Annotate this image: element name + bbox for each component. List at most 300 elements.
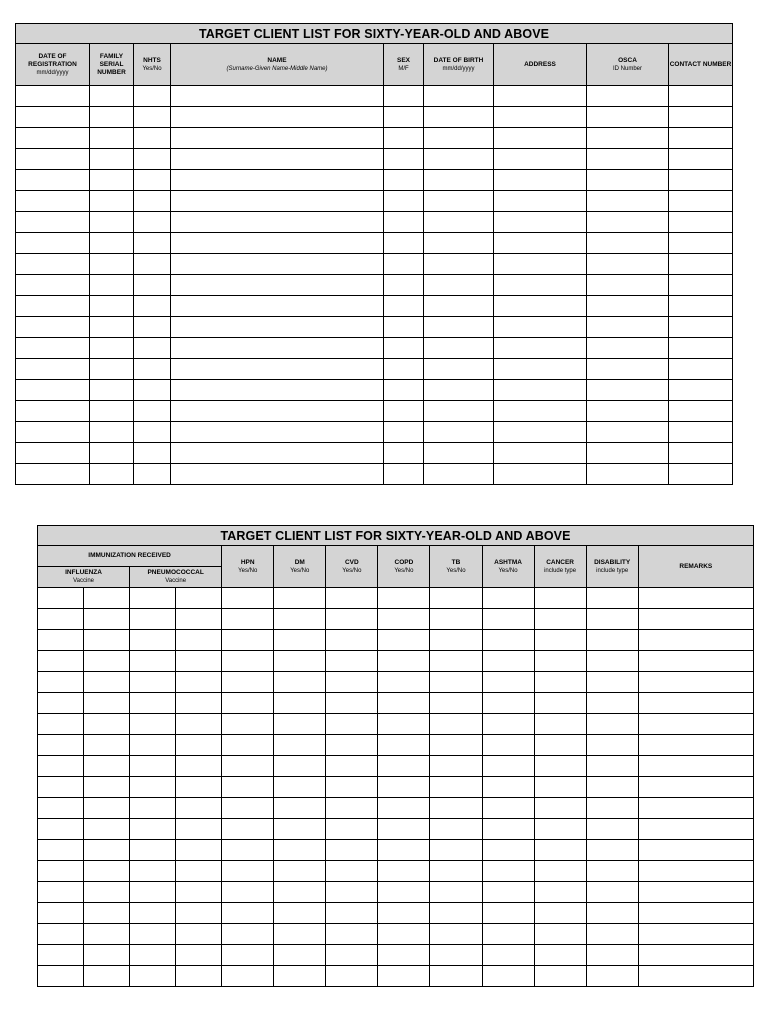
pneumococcal-2-cell[interactable] bbox=[176, 798, 222, 819]
date-of-birth-cell[interactable] bbox=[424, 464, 494, 485]
sex-cell[interactable] bbox=[384, 254, 424, 275]
tb-cell[interactable] bbox=[430, 735, 482, 756]
pneumococcal-2-cell[interactable] bbox=[176, 714, 222, 735]
ashtma-cell[interactable] bbox=[482, 672, 534, 693]
address-cell[interactable] bbox=[494, 275, 587, 296]
dm-cell[interactable] bbox=[274, 630, 326, 651]
influenza-2-cell[interactable] bbox=[84, 609, 130, 630]
date-of-registration-cell[interactable] bbox=[16, 359, 90, 380]
osca-cell[interactable] bbox=[587, 86, 669, 107]
hpn-cell[interactable] bbox=[222, 609, 274, 630]
copd-cell[interactable] bbox=[378, 630, 430, 651]
address-cell[interactable] bbox=[494, 170, 587, 191]
pneumococcal-1-cell[interactable] bbox=[130, 630, 176, 651]
disability-cell[interactable] bbox=[586, 630, 638, 651]
name-cell[interactable] bbox=[171, 86, 384, 107]
influenza-1-cell[interactable] bbox=[38, 945, 84, 966]
ashtma-cell[interactable] bbox=[482, 903, 534, 924]
address-cell[interactable] bbox=[494, 380, 587, 401]
nhts-cell[interactable] bbox=[134, 401, 171, 422]
name-cell[interactable] bbox=[171, 422, 384, 443]
pneumococcal-1-cell[interactable] bbox=[130, 945, 176, 966]
cvd-cell[interactable] bbox=[326, 693, 378, 714]
remarks-cell[interactable] bbox=[638, 924, 753, 945]
pneumococcal-1-cell[interactable] bbox=[130, 588, 176, 609]
family-serial-number-cell[interactable] bbox=[90, 422, 134, 443]
pneumococcal-1-cell[interactable] bbox=[130, 798, 176, 819]
disability-cell[interactable] bbox=[586, 882, 638, 903]
copd-cell[interactable] bbox=[378, 840, 430, 861]
sex-cell[interactable] bbox=[384, 338, 424, 359]
name-cell[interactable] bbox=[171, 443, 384, 464]
sex-cell[interactable] bbox=[384, 212, 424, 233]
copd-cell[interactable] bbox=[378, 861, 430, 882]
address-cell[interactable] bbox=[494, 212, 587, 233]
sex-cell[interactable] bbox=[384, 380, 424, 401]
hpn-cell[interactable] bbox=[222, 966, 274, 987]
tb-cell[interactable] bbox=[430, 651, 482, 672]
contact-number-cell[interactable] bbox=[669, 254, 733, 275]
name-cell[interactable] bbox=[171, 317, 384, 338]
copd-cell[interactable] bbox=[378, 777, 430, 798]
dm-cell[interactable] bbox=[274, 693, 326, 714]
contact-number-cell[interactable] bbox=[669, 212, 733, 233]
ashtma-cell[interactable] bbox=[482, 609, 534, 630]
address-cell[interactable] bbox=[494, 443, 587, 464]
cvd-cell[interactable] bbox=[326, 714, 378, 735]
nhts-cell[interactable] bbox=[134, 212, 171, 233]
hpn-cell[interactable] bbox=[222, 924, 274, 945]
influenza-1-cell[interactable] bbox=[38, 924, 84, 945]
date-of-registration-cell[interactable] bbox=[16, 464, 90, 485]
nhts-cell[interactable] bbox=[134, 254, 171, 275]
date-of-birth-cell[interactable] bbox=[424, 128, 494, 149]
copd-cell[interactable] bbox=[378, 672, 430, 693]
osca-cell[interactable] bbox=[587, 107, 669, 128]
contact-number-cell[interactable] bbox=[669, 359, 733, 380]
remarks-cell[interactable] bbox=[638, 714, 753, 735]
family-serial-number-cell[interactable] bbox=[90, 464, 134, 485]
nhts-cell[interactable] bbox=[134, 464, 171, 485]
contact-number-cell[interactable] bbox=[669, 128, 733, 149]
disability-cell[interactable] bbox=[586, 924, 638, 945]
cancer-cell[interactable] bbox=[534, 651, 586, 672]
date-of-registration-cell[interactable] bbox=[16, 401, 90, 422]
remarks-cell[interactable] bbox=[638, 966, 753, 987]
date-of-birth-cell[interactable] bbox=[424, 233, 494, 254]
dm-cell[interactable] bbox=[274, 945, 326, 966]
date-of-birth-cell[interactable] bbox=[424, 191, 494, 212]
remarks-cell[interactable] bbox=[638, 588, 753, 609]
copd-cell[interactable] bbox=[378, 693, 430, 714]
date-of-birth-cell[interactable] bbox=[424, 359, 494, 380]
tb-cell[interactable] bbox=[430, 819, 482, 840]
tb-cell[interactable] bbox=[430, 903, 482, 924]
ashtma-cell[interactable] bbox=[482, 714, 534, 735]
influenza-1-cell[interactable] bbox=[38, 651, 84, 672]
sex-cell[interactable] bbox=[384, 296, 424, 317]
osca-cell[interactable] bbox=[587, 380, 669, 401]
pneumococcal-2-cell[interactable] bbox=[176, 693, 222, 714]
dm-cell[interactable] bbox=[274, 903, 326, 924]
pneumococcal-2-cell[interactable] bbox=[176, 588, 222, 609]
nhts-cell[interactable] bbox=[134, 380, 171, 401]
contact-number-cell[interactable] bbox=[669, 422, 733, 443]
sex-cell[interactable] bbox=[384, 464, 424, 485]
dm-cell[interactable] bbox=[274, 861, 326, 882]
pneumococcal-2-cell[interactable] bbox=[176, 903, 222, 924]
disability-cell[interactable] bbox=[586, 840, 638, 861]
family-serial-number-cell[interactable] bbox=[90, 86, 134, 107]
remarks-cell[interactable] bbox=[638, 735, 753, 756]
ashtma-cell[interactable] bbox=[482, 798, 534, 819]
tb-cell[interactable] bbox=[430, 756, 482, 777]
osca-cell[interactable] bbox=[587, 317, 669, 338]
date-of-registration-cell[interactable] bbox=[16, 212, 90, 233]
date-of-registration-cell[interactable] bbox=[16, 86, 90, 107]
influenza-1-cell[interactable] bbox=[38, 798, 84, 819]
sex-cell[interactable] bbox=[384, 170, 424, 191]
address-cell[interactable] bbox=[494, 191, 587, 212]
osca-cell[interactable] bbox=[587, 275, 669, 296]
osca-cell[interactable] bbox=[587, 212, 669, 233]
influenza-1-cell[interactable] bbox=[38, 756, 84, 777]
address-cell[interactable] bbox=[494, 359, 587, 380]
hpn-cell[interactable] bbox=[222, 777, 274, 798]
date-of-birth-cell[interactable] bbox=[424, 443, 494, 464]
hpn-cell[interactable] bbox=[222, 630, 274, 651]
family-serial-number-cell[interactable] bbox=[90, 191, 134, 212]
address-cell[interactable] bbox=[494, 422, 587, 443]
cancer-cell[interactable] bbox=[534, 714, 586, 735]
cvd-cell[interactable] bbox=[326, 840, 378, 861]
influenza-1-cell[interactable] bbox=[38, 672, 84, 693]
cancer-cell[interactable] bbox=[534, 798, 586, 819]
sex-cell[interactable] bbox=[384, 275, 424, 296]
family-serial-number-cell[interactable] bbox=[90, 128, 134, 149]
copd-cell[interactable] bbox=[378, 651, 430, 672]
copd-cell[interactable] bbox=[378, 966, 430, 987]
pneumococcal-2-cell[interactable] bbox=[176, 945, 222, 966]
copd-cell[interactable] bbox=[378, 756, 430, 777]
sex-cell[interactable] bbox=[384, 443, 424, 464]
cancer-cell[interactable] bbox=[534, 756, 586, 777]
hpn-cell[interactable] bbox=[222, 588, 274, 609]
remarks-cell[interactable] bbox=[638, 651, 753, 672]
date-of-birth-cell[interactable] bbox=[424, 275, 494, 296]
address-cell[interactable] bbox=[494, 338, 587, 359]
copd-cell[interactable] bbox=[378, 714, 430, 735]
tb-cell[interactable] bbox=[430, 945, 482, 966]
contact-number-cell[interactable] bbox=[669, 86, 733, 107]
tb-cell[interactable] bbox=[430, 693, 482, 714]
hpn-cell[interactable] bbox=[222, 798, 274, 819]
address-cell[interactable] bbox=[494, 317, 587, 338]
pneumococcal-1-cell[interactable] bbox=[130, 819, 176, 840]
date-of-registration-cell[interactable] bbox=[16, 254, 90, 275]
nhts-cell[interactable] bbox=[134, 422, 171, 443]
name-cell[interactable] bbox=[171, 233, 384, 254]
ashtma-cell[interactable] bbox=[482, 651, 534, 672]
nhts-cell[interactable] bbox=[134, 317, 171, 338]
remarks-cell[interactable] bbox=[638, 798, 753, 819]
osca-cell[interactable] bbox=[587, 338, 669, 359]
influenza-2-cell[interactable] bbox=[84, 924, 130, 945]
family-serial-number-cell[interactable] bbox=[90, 254, 134, 275]
family-serial-number-cell[interactable] bbox=[90, 233, 134, 254]
dm-cell[interactable] bbox=[274, 924, 326, 945]
contact-number-cell[interactable] bbox=[669, 149, 733, 170]
cancer-cell[interactable] bbox=[534, 945, 586, 966]
name-cell[interactable] bbox=[171, 212, 384, 233]
name-cell[interactable] bbox=[171, 275, 384, 296]
pneumococcal-1-cell[interactable] bbox=[130, 924, 176, 945]
cancer-cell[interactable] bbox=[534, 840, 586, 861]
name-cell[interactable] bbox=[171, 401, 384, 422]
date-of-birth-cell[interactable] bbox=[424, 86, 494, 107]
cancer-cell[interactable] bbox=[534, 693, 586, 714]
hpn-cell[interactable] bbox=[222, 945, 274, 966]
date-of-birth-cell[interactable] bbox=[424, 149, 494, 170]
pneumococcal-2-cell[interactable] bbox=[176, 924, 222, 945]
osca-cell[interactable] bbox=[587, 401, 669, 422]
pneumococcal-1-cell[interactable] bbox=[130, 714, 176, 735]
sex-cell[interactable] bbox=[384, 107, 424, 128]
pneumococcal-2-cell[interactable] bbox=[176, 756, 222, 777]
pneumococcal-2-cell[interactable] bbox=[176, 966, 222, 987]
disability-cell[interactable] bbox=[586, 693, 638, 714]
dm-cell[interactable] bbox=[274, 735, 326, 756]
date-of-registration-cell[interactable] bbox=[16, 380, 90, 401]
name-cell[interactable] bbox=[171, 296, 384, 317]
name-cell[interactable] bbox=[171, 338, 384, 359]
cancer-cell[interactable] bbox=[534, 735, 586, 756]
copd-cell[interactable] bbox=[378, 798, 430, 819]
cvd-cell[interactable] bbox=[326, 945, 378, 966]
dm-cell[interactable] bbox=[274, 714, 326, 735]
name-cell[interactable] bbox=[171, 359, 384, 380]
influenza-1-cell[interactable] bbox=[38, 735, 84, 756]
influenza-2-cell[interactable] bbox=[84, 819, 130, 840]
name-cell[interactable] bbox=[171, 149, 384, 170]
pneumococcal-1-cell[interactable] bbox=[130, 693, 176, 714]
influenza-1-cell[interactable] bbox=[38, 861, 84, 882]
contact-number-cell[interactable] bbox=[669, 233, 733, 254]
family-serial-number-cell[interactable] bbox=[90, 149, 134, 170]
address-cell[interactable] bbox=[494, 233, 587, 254]
date-of-registration-cell[interactable] bbox=[16, 149, 90, 170]
hpn-cell[interactable] bbox=[222, 756, 274, 777]
address-cell[interactable] bbox=[494, 86, 587, 107]
tb-cell[interactable] bbox=[430, 714, 482, 735]
date-of-birth-cell[interactable] bbox=[424, 317, 494, 338]
cancer-cell[interactable] bbox=[534, 903, 586, 924]
influenza-1-cell[interactable] bbox=[38, 840, 84, 861]
pneumococcal-1-cell[interactable] bbox=[130, 966, 176, 987]
date-of-birth-cell[interactable] bbox=[424, 296, 494, 317]
influenza-2-cell[interactable] bbox=[84, 777, 130, 798]
date-of-registration-cell[interactable] bbox=[16, 296, 90, 317]
ashtma-cell[interactable] bbox=[482, 819, 534, 840]
contact-number-cell[interactable] bbox=[669, 275, 733, 296]
influenza-1-cell[interactable] bbox=[38, 903, 84, 924]
hpn-cell[interactable] bbox=[222, 714, 274, 735]
address-cell[interactable] bbox=[494, 401, 587, 422]
date-of-birth-cell[interactable] bbox=[424, 422, 494, 443]
pneumococcal-1-cell[interactable] bbox=[130, 756, 176, 777]
ashtma-cell[interactable] bbox=[482, 630, 534, 651]
nhts-cell[interactable] bbox=[134, 338, 171, 359]
influenza-2-cell[interactable] bbox=[84, 630, 130, 651]
dm-cell[interactable] bbox=[274, 966, 326, 987]
influenza-2-cell[interactable] bbox=[84, 966, 130, 987]
cancer-cell[interactable] bbox=[534, 819, 586, 840]
influenza-1-cell[interactable] bbox=[38, 882, 84, 903]
dm-cell[interactable] bbox=[274, 651, 326, 672]
address-cell[interactable] bbox=[494, 128, 587, 149]
address-cell[interactable] bbox=[494, 296, 587, 317]
influenza-1-cell[interactable] bbox=[38, 693, 84, 714]
pneumococcal-2-cell[interactable] bbox=[176, 861, 222, 882]
influenza-2-cell[interactable] bbox=[84, 756, 130, 777]
disability-cell[interactable] bbox=[586, 714, 638, 735]
cancer-cell[interactable] bbox=[534, 588, 586, 609]
cvd-cell[interactable] bbox=[326, 882, 378, 903]
name-cell[interactable] bbox=[171, 380, 384, 401]
influenza-1-cell[interactable] bbox=[38, 714, 84, 735]
influenza-2-cell[interactable] bbox=[84, 798, 130, 819]
name-cell[interactable] bbox=[171, 464, 384, 485]
cancer-cell[interactable] bbox=[534, 861, 586, 882]
hpn-cell[interactable] bbox=[222, 672, 274, 693]
family-serial-number-cell[interactable] bbox=[90, 359, 134, 380]
influenza-1-cell[interactable] bbox=[38, 777, 84, 798]
copd-cell[interactable] bbox=[378, 609, 430, 630]
cvd-cell[interactable] bbox=[326, 861, 378, 882]
influenza-1-cell[interactable] bbox=[38, 819, 84, 840]
disability-cell[interactable] bbox=[586, 735, 638, 756]
cvd-cell[interactable] bbox=[326, 966, 378, 987]
hpn-cell[interactable] bbox=[222, 693, 274, 714]
family-serial-number-cell[interactable] bbox=[90, 338, 134, 359]
cvd-cell[interactable] bbox=[326, 672, 378, 693]
contact-number-cell[interactable] bbox=[669, 443, 733, 464]
influenza-2-cell[interactable] bbox=[84, 651, 130, 672]
sex-cell[interactable] bbox=[384, 233, 424, 254]
hpn-cell[interactable] bbox=[222, 651, 274, 672]
date-of-birth-cell[interactable] bbox=[424, 212, 494, 233]
pneumococcal-2-cell[interactable] bbox=[176, 840, 222, 861]
sex-cell[interactable] bbox=[384, 401, 424, 422]
ashtma-cell[interactable] bbox=[482, 861, 534, 882]
date-of-birth-cell[interactable] bbox=[424, 170, 494, 191]
name-cell[interactable] bbox=[171, 254, 384, 275]
date-of-registration-cell[interactable] bbox=[16, 275, 90, 296]
dm-cell[interactable] bbox=[274, 777, 326, 798]
nhts-cell[interactable] bbox=[134, 359, 171, 380]
date-of-registration-cell[interactable] bbox=[16, 170, 90, 191]
cancer-cell[interactable] bbox=[534, 672, 586, 693]
date-of-registration-cell[interactable] bbox=[16, 422, 90, 443]
pneumococcal-1-cell[interactable] bbox=[130, 672, 176, 693]
disability-cell[interactable] bbox=[586, 672, 638, 693]
tb-cell[interactable] bbox=[430, 924, 482, 945]
date-of-birth-cell[interactable] bbox=[424, 254, 494, 275]
remarks-cell[interactable] bbox=[638, 609, 753, 630]
date-of-registration-cell[interactable] bbox=[16, 128, 90, 149]
hpn-cell[interactable] bbox=[222, 819, 274, 840]
dm-cell[interactable] bbox=[274, 672, 326, 693]
nhts-cell[interactable] bbox=[134, 296, 171, 317]
pneumococcal-1-cell[interactable] bbox=[130, 861, 176, 882]
name-cell[interactable] bbox=[171, 191, 384, 212]
address-cell[interactable] bbox=[494, 149, 587, 170]
influenza-2-cell[interactable] bbox=[84, 882, 130, 903]
pneumococcal-2-cell[interactable] bbox=[176, 651, 222, 672]
address-cell[interactable] bbox=[494, 254, 587, 275]
tb-cell[interactable] bbox=[430, 840, 482, 861]
copd-cell[interactable] bbox=[378, 882, 430, 903]
ashtma-cell[interactable] bbox=[482, 693, 534, 714]
remarks-cell[interactable] bbox=[638, 777, 753, 798]
date-of-birth-cell[interactable] bbox=[424, 401, 494, 422]
ashtma-cell[interactable] bbox=[482, 882, 534, 903]
contact-number-cell[interactable] bbox=[669, 191, 733, 212]
cvd-cell[interactable] bbox=[326, 630, 378, 651]
tb-cell[interactable] bbox=[430, 672, 482, 693]
date-of-registration-cell[interactable] bbox=[16, 191, 90, 212]
family-serial-number-cell[interactable] bbox=[90, 107, 134, 128]
contact-number-cell[interactable] bbox=[669, 170, 733, 191]
nhts-cell[interactable] bbox=[134, 107, 171, 128]
influenza-2-cell[interactable] bbox=[84, 945, 130, 966]
address-cell[interactable] bbox=[494, 107, 587, 128]
remarks-cell[interactable] bbox=[638, 630, 753, 651]
disability-cell[interactable] bbox=[586, 588, 638, 609]
cancer-cell[interactable] bbox=[534, 777, 586, 798]
remarks-cell[interactable] bbox=[638, 840, 753, 861]
family-serial-number-cell[interactable] bbox=[90, 317, 134, 338]
date-of-registration-cell[interactable] bbox=[16, 233, 90, 254]
influenza-1-cell[interactable] bbox=[38, 588, 84, 609]
copd-cell[interactable] bbox=[378, 588, 430, 609]
remarks-cell[interactable] bbox=[638, 882, 753, 903]
hpn-cell[interactable] bbox=[222, 903, 274, 924]
contact-number-cell[interactable] bbox=[669, 338, 733, 359]
cancer-cell[interactable] bbox=[534, 630, 586, 651]
tb-cell[interactable] bbox=[430, 861, 482, 882]
family-serial-number-cell[interactable] bbox=[90, 275, 134, 296]
tb-cell[interactable] bbox=[430, 630, 482, 651]
copd-cell[interactable] bbox=[378, 945, 430, 966]
family-serial-number-cell[interactable] bbox=[90, 296, 134, 317]
influenza-2-cell[interactable] bbox=[84, 735, 130, 756]
disability-cell[interactable] bbox=[586, 651, 638, 672]
sex-cell[interactable] bbox=[384, 317, 424, 338]
family-serial-number-cell[interactable] bbox=[90, 380, 134, 401]
date-of-registration-cell[interactable] bbox=[16, 338, 90, 359]
nhts-cell[interactable] bbox=[134, 128, 171, 149]
sex-cell[interactable] bbox=[384, 149, 424, 170]
osca-cell[interactable] bbox=[587, 149, 669, 170]
influenza-2-cell[interactable] bbox=[84, 672, 130, 693]
cvd-cell[interactable] bbox=[326, 798, 378, 819]
pneumococcal-1-cell[interactable] bbox=[130, 651, 176, 672]
sex-cell[interactable] bbox=[384, 86, 424, 107]
contact-number-cell[interactable] bbox=[669, 107, 733, 128]
ashtma-cell[interactable] bbox=[482, 777, 534, 798]
influenza-2-cell[interactable] bbox=[84, 903, 130, 924]
